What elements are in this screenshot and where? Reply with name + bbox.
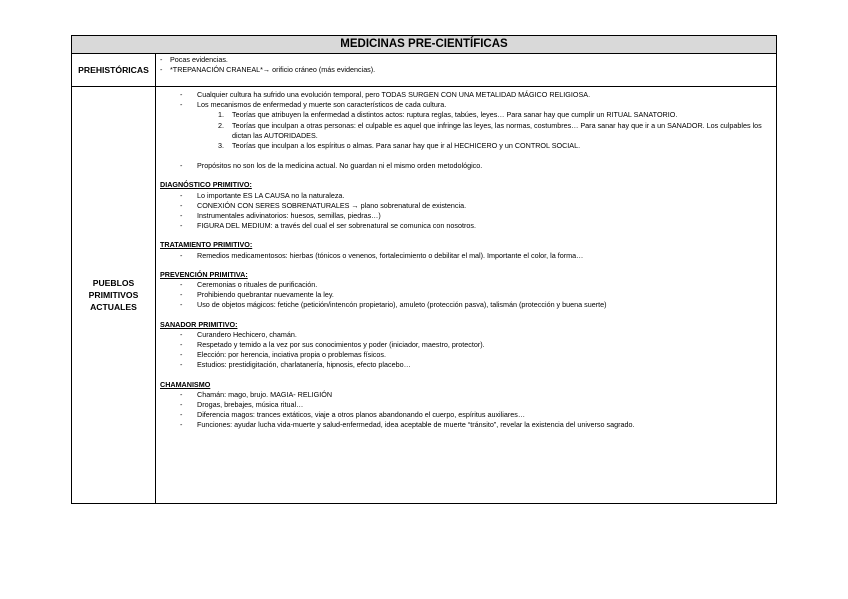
list-item: - Estudios: prestidigitación, charlatanería, hipnosis, efecto placebo… xyxy=(180,360,411,370)
list-item: - Propósitos no son los de la medicina actual. No guardan ni el mismo orden metodológico. xyxy=(180,161,483,171)
list-item: - Los mecanismos de enfermedad y muerte son característicos de cada cultura. xyxy=(180,100,447,110)
row-pueblos xyxy=(72,87,776,503)
list-item: - FIGURA DEL MEDIUM: a través del cual el ser sobrenatural se comunica con nosotros. xyxy=(180,221,476,231)
section-heading: DIAGNÓSTICO PRIMITIVO: xyxy=(160,180,252,190)
section-heading: CHAMANISMO xyxy=(160,379,211,389)
list-item: - Instrumentales adivinatorios: huesos, semillas, piedras…) xyxy=(180,211,381,221)
list-item: - Chamán: mago, brujo. MAGIA- RELIGIÓN xyxy=(180,389,333,399)
list-item: - CONEXIÓN CON SERES SOBRENATURALES → plano sobrenatural de existencia. xyxy=(180,200,467,210)
numbered-item: 2. Teorías que inculpan a otras personas: el culpable es aquel que infringe las leyes, las normas, costumbres… Para sanar hay que ir a un SANADOR. Los culpables los dictan las AUTORIDADES. xyxy=(218,120,762,140)
table-title: MEDICINAS PRE-CIENTÍFICAS xyxy=(72,36,776,54)
row-prehistoricas xyxy=(72,54,776,87)
list-item: - Curandero Hechicero, chamán. xyxy=(180,329,297,339)
list-item: - Respetado y temido a la vez por sus conocimientos y poder (iniciador, maestro, protector). xyxy=(180,340,485,350)
section-heading: PREVENCIÓN PRIMITIVA: xyxy=(160,269,248,279)
section-heading: TRATAMIENTO PRIMITIVO: xyxy=(160,240,253,250)
numbered-item: 1. Teorías que atribuyen la enfermedad a distintos actos: ruptura reglas, tabúes, leyes… Para sanar hay que cumplir un RITUAL SANATORIO. xyxy=(218,110,678,120)
list-item: - Lo importante ES LA CAUSA no la naturaleza. xyxy=(180,190,345,200)
list-item: - Funciones: ayudar lucha vida-muerte y salud-enfermedad, idea aceptable de muerte “tránsito”, revelar la existencia del universo sagrado. xyxy=(180,420,635,430)
list-item: - Cualquier cultura ha sufrido una evolución temporal, pero TODAS SURGEN CON UNA METALIDAD MÁGICO RELIGIOSA. xyxy=(180,90,591,99)
list-item: - Diferencia magos: trances extáticos, viaje a otros planos abandonando el cuerpo, espíritus auxiliares… xyxy=(180,410,526,420)
list-item: - Elección: por herencia, inciativa propia o problemas físicos. xyxy=(180,350,386,360)
label-prehistoricas: PREHISTÓRICAS xyxy=(72,54,156,86)
section-heading: SANADOR PRIMITIVO: xyxy=(160,319,238,329)
list-item: - Ceremonias o rituales de purificación. xyxy=(180,280,318,290)
numbered-item: 3. Teorías que inculpan a los espíritus o almas. Para sanar hay que ir al HECHICERO y un CONTROL SOCIAL. xyxy=(218,141,581,151)
list-item: - Uso de objetos mágicos: fetiche (petición/intencón propietario), amuleto (protección pasva), talismán (protección y buena suerte) xyxy=(180,300,607,310)
list-item: - Pocas evidencias. xyxy=(160,55,228,64)
list-item: - Drogas, brebajes, música ritual… xyxy=(180,400,304,410)
label-pueblos: PUEBLOS PRIMITIVOS ACTUALES xyxy=(72,87,156,503)
content-pueblos xyxy=(156,87,776,503)
content-prehistoricas xyxy=(156,54,776,86)
list-item: - *TREPANACIÓN CRANEAL*→ orificio cráneo (más evidencias). xyxy=(160,65,376,75)
list-item: - Prohibiendo quebrantar nuevamente la ley. xyxy=(180,290,334,300)
list-item: - Remedios medicamentosos: hierbas (tónicos o venenos, fortalecimiento o debilitar el mal). Importante el color, la forma… xyxy=(180,250,584,260)
medicine-table xyxy=(71,35,777,504)
